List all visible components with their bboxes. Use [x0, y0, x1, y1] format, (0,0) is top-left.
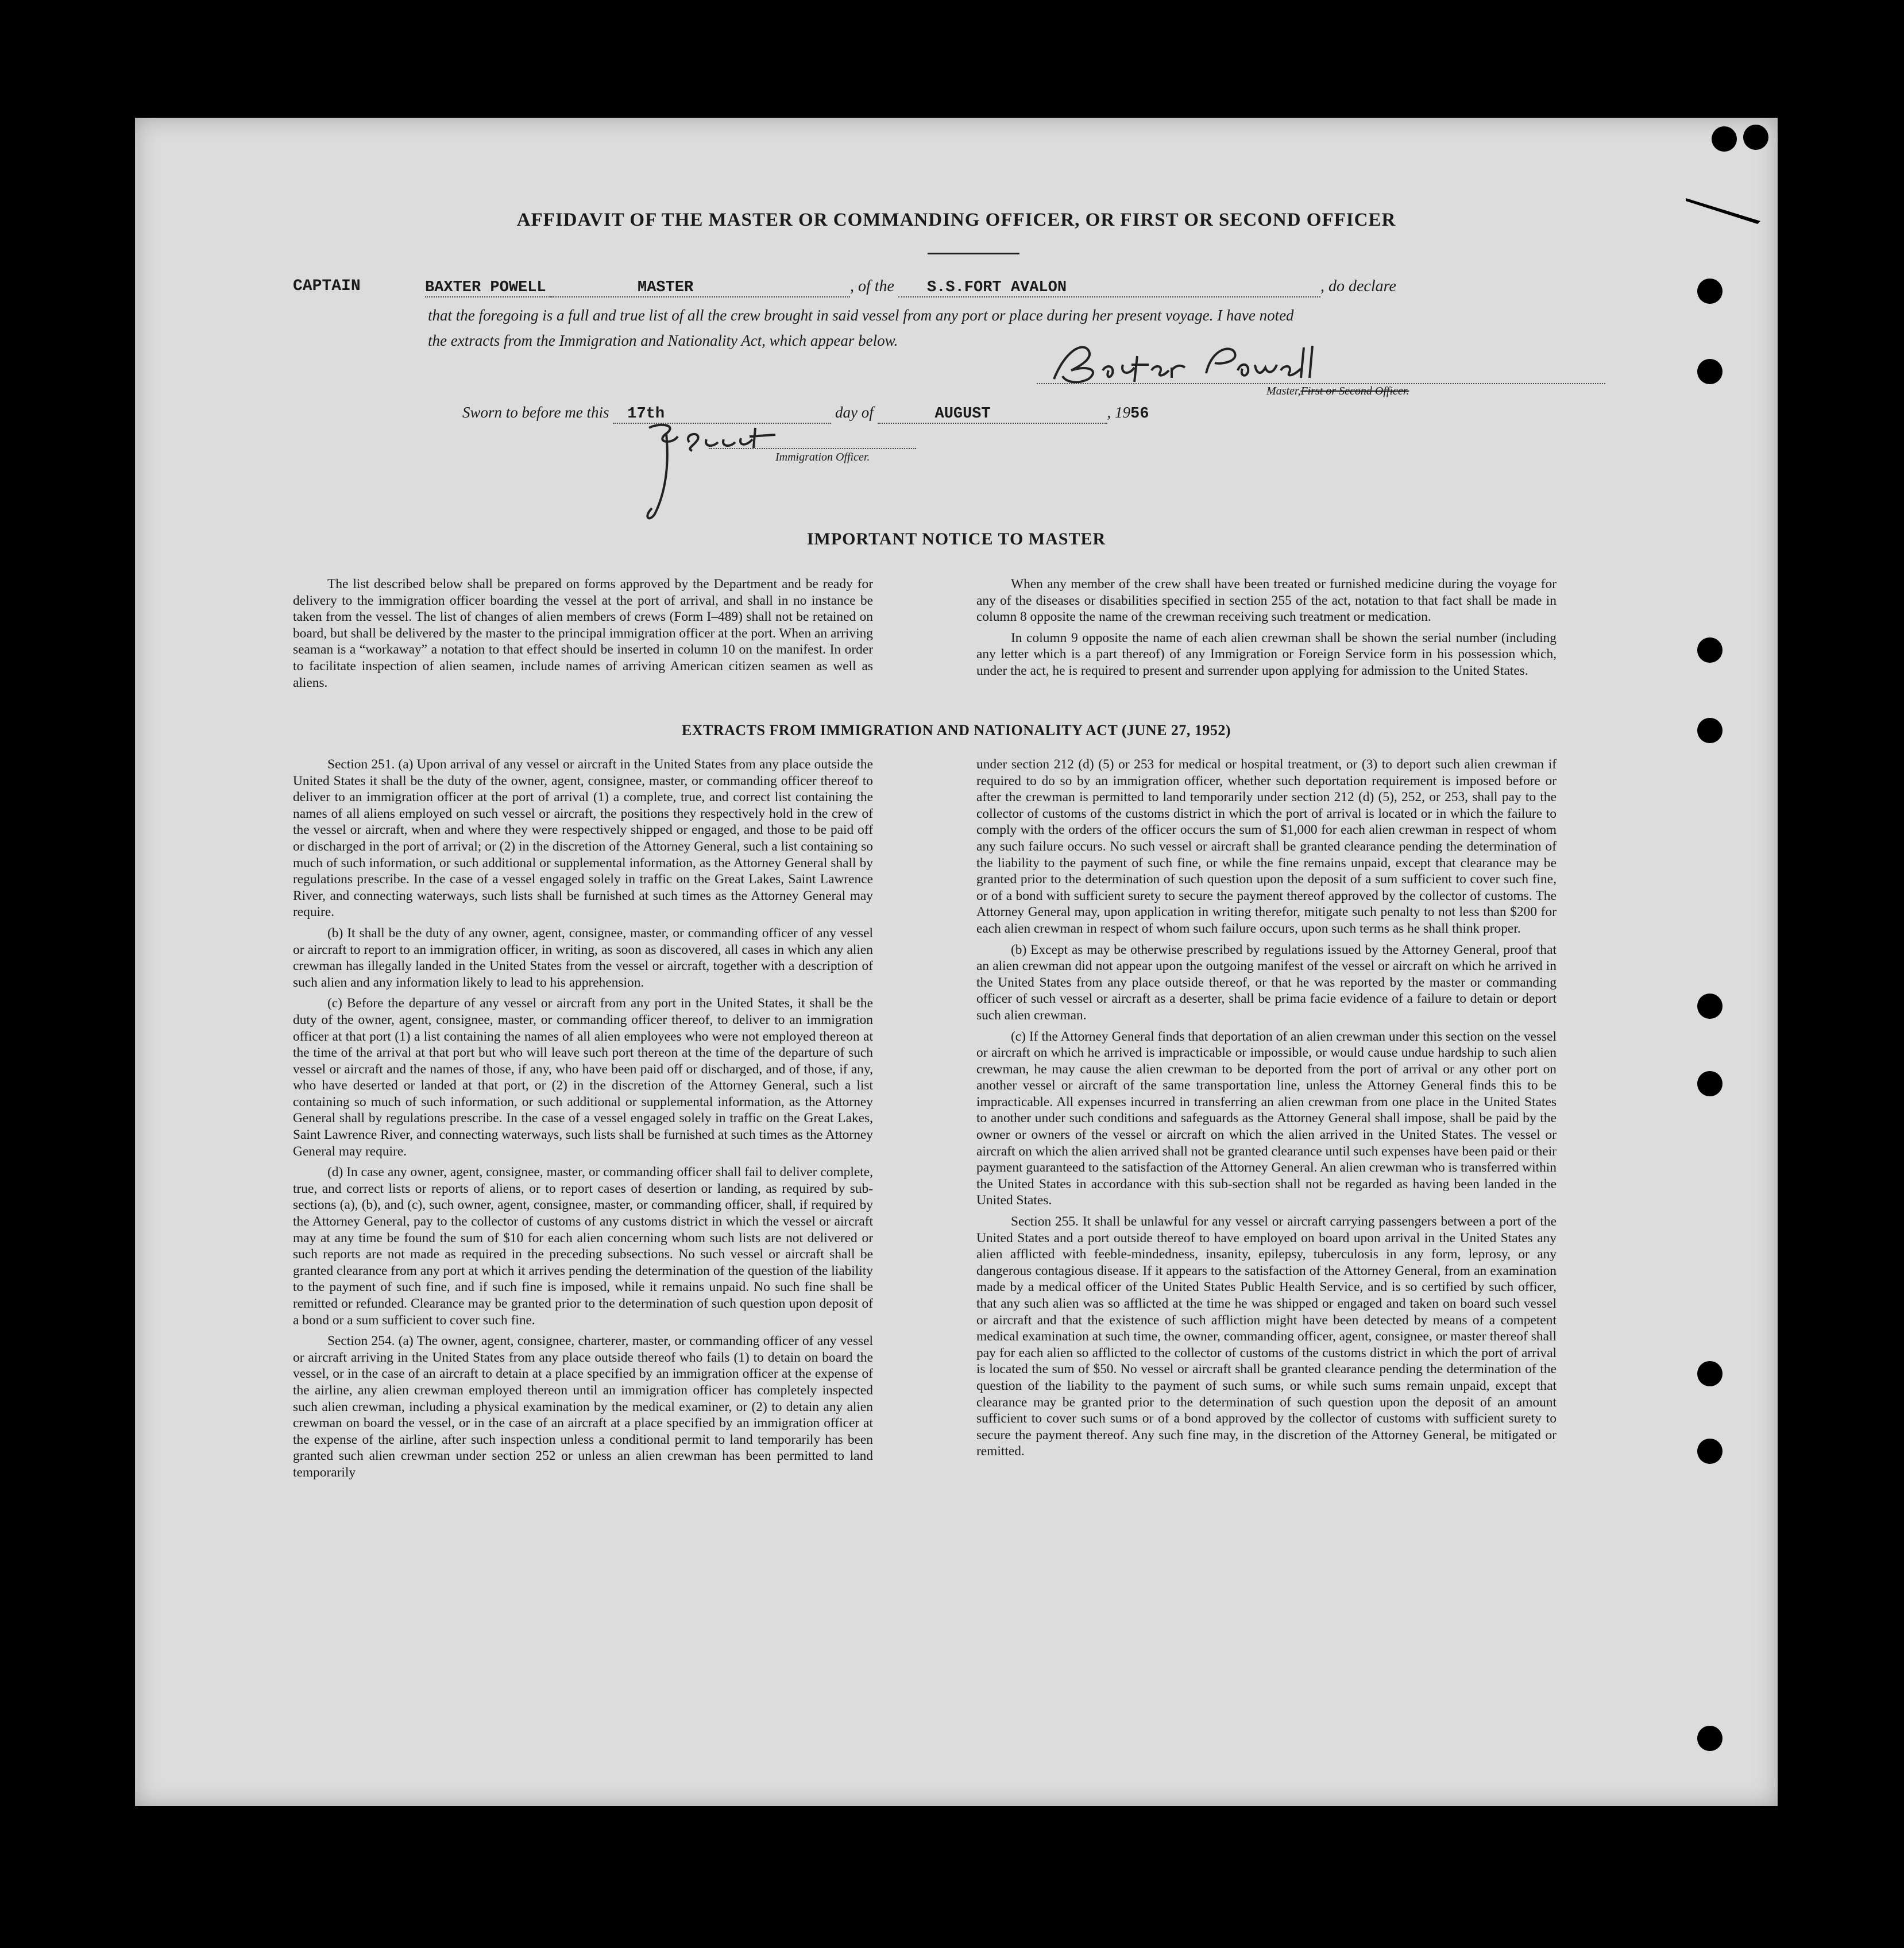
section-paragraph: Section 255. It shall be unlawful for any vessel or aircraft carrying passengers between a port of the United States and a port outside thereof to have employed on board upon arrival in the United States any alien afflicted with feeble-mindedness, insanity, epilepsy, tuberculosis in any form, leprosy, or any dangerous contagious disease. If it appears to the satisfaction of the Attorney General, from an examination made by a medical officer of the United States Public Health Service, and is so certified by such officer, that any such alien was so afflicted at the time he was shipped or engaged and taken on board such vessel or aircraft and that the existence of such affliction might have been detected by means of a competent medical examination at such time, the owner, commanding officer, agent, consignee, or master thereof shall pay for each alien so afflicted to the collector of customs of the customs district in which the port of arrival is located the sum of $50. No vessel or aircraft shall be granted clearance pending the determination of the question of the liability to the payment of such sums, or while such sums remain unpaid, except that clearance may be granted prior to the determination of such question upon the deposit of an amount sufficient to cover such sums or of a bond approved by the collector of customs with sufficient surety to secure the payment thereof. Any such fine may, in the discretion of the Attorney General, be mitigated or remitted.	[976, 1214, 1557, 1459]
notice-right-column	[976, 576, 1557, 679]
day-of-text: day of	[835, 404, 874, 421]
master-caption: Master,First or Second Officer.	[1266, 385, 1409, 397]
sworn-day-field: 17th	[613, 405, 831, 424]
sworn-year-field: 56	[1130, 405, 1149, 423]
notice-paragraph: The list described below shall be prepared on forms approved by the Department and be ready for delivery to the immigration officer boarding the vessel at the port of arrival, and shall in no instance be taken from the vessel. The list of changes of alien members of crews (Form I–489) shall not be retained on board, but shall be delivered by the master to the principal immigration officer at the port. When an arriving seaman is a “workaway” a notation to that effect should be inserted in column 10 on the manifest. In order to facilitate inspection of alien seamen, include names of arriving American citizen seamen as well as aliens.	[293, 577, 873, 690]
extracts-left-column	[293, 756, 873, 1481]
binder-hole	[1697, 1726, 1723, 1751]
extracts-title: EXTRACTS FROM IMMIGRATION AND NATIONALITY ACT (JUNE 27, 1952)	[681, 722, 1231, 739]
rank-typed: CAPTAIN	[293, 277, 361, 295]
declaration-text	[428, 303, 1646, 353]
master-position-field: MASTER	[551, 279, 850, 297]
section-paragraph: (b) Except as may be otherwise prescribed by regulations issued by the Attorney General, proof that an alien crewman did not appear upon the outgoing manifest of the vessel or aircraft on which he arrived in the United States from any place outside thereof, or that he was reported by the master or commanding officer of such vessel or aircraft as a deserter, shall be prima facie evidence of a failure to detain or deport such alien crewman.	[976, 942, 1557, 1023]
binder-hole	[1743, 125, 1768, 150]
notice-title: IMPORTANT NOTICE TO MASTER	[806, 529, 1106, 548]
binder-hole	[1697, 637, 1723, 663]
section-paragraph: under section 212 (d) (5) or 253 for medical or hospital treatment, or (3) to deport such alien crewman if required to do so by an immigration officer, whether such deportation requirement is imposed before or after the crewman is permitted to land temporarily under section 212 (d) (5), 252, or 253, shall pay to the collector of customs of the customs district in which the port of arrival is located or in which the failure to comply with the orders of the officer occurs the sum of $1,000 for each alien crewman in respect of whom any such failure occurs. No such vessel or aircraft shall be granted clearance pending the determination of the liability to the payment of such fine, or while the fine remains unpaid, except that clearance may be granted prior to the determination of such question upon the deposit of a sum sufficient to cover such fine, or of a bond with sufficient surety to secure the payment thereof approved by the collector of customs. The Attorney General may, upon application in writing therefor, mitigate such penalty to not less than $200 for each alien crewman in respect of whom such failure occurs, upon such terms as he shall think proper.	[976, 757, 1557, 936]
section-paragraph: (c) Before the departure of any vessel or aircraft from any port in the United States, it shall be the duty of the owner, agent, consignee, master, or commanding officer thereof, to deliver to an immigration officer at that port (1) a list containing the names of all alien employees who were not employed thereon at the time of the arrival at that port but who will leave such port thereon at the time of the departure of such vessel or aircraft and the names of those, if any, who have been paid off or discharged, and of those, if any, who have deserted or landed at that port, or (2) in the discretion of the Attorney General, such a list containing so much of such information, or such additional or supplemental information, as the Attorney General shall by regulations prescribe. In the case of a vessel engaged solely in traffic on the Great Lakes, Saint Lawrence River, and connecting waterways, such lists shall be furnished at such times as the Attorney General may require.	[293, 996, 873, 1159]
master-name-field: BAXTER POWELL	[425, 279, 551, 297]
declaration-line-2: the extracts from the Immigration and Nationality Act, which appear below.	[428, 332, 898, 349]
of-the-text: , of the	[850, 277, 894, 295]
notice-left-column	[293, 576, 873, 691]
notice-paragraph: When any member of the crew shall have been treated or furnished medicine during the voyage for any of the diseases or disabilities specified in section 255 of the act, notation to that fact shall be made in column 8 opposite the name of the crewman receiving such treatment or medication.	[976, 577, 1557, 625]
section-paragraph: (d) In case any owner, agent, consignee, master, or commanding officer shall fail to deliver complete, true, and correct lists or reports of aliens, or to report cases of desertion or landing, as required by sub-sections (a), (b), and (c), such owner, agent, consignee, master, or commanding officer, shall, if required by the Attorney General, pay to the collector of customs of any customs district in which the vessel or aircraft may at any time be found the sum of $10 for each alien concerning whom such lists are not delivered or such reports are not made as required in the preceding subsections. No such vessel or aircraft shall be granted clearance from any port at which it arrives pending the determination of the question of the liability to the payment of such fine, and if such fine is imposed, while it remains unpaid. No such fine shall be remitted or refunded. Clearance may be granted prior to the determination of such question upon deposit of a bond or a sum sufficient to cover such fine.	[293, 1165, 873, 1328]
affidavit-title: AFFIDAVIT OF THE MASTER OR COMMANDING OFFICER, OR FIRST OR SECOND OFFICER	[516, 210, 1396, 230]
declaration-line	[425, 277, 1585, 300]
binder-hole	[1697, 994, 1723, 1019]
vessel-name-field: S.S.FORT AVALON	[898, 279, 1320, 297]
do-declare-text: , do declare	[1320, 277, 1396, 295]
binder-hole	[1697, 1361, 1723, 1386]
year-prefix: , 19	[1107, 404, 1130, 421]
extracts-right-column	[976, 756, 1557, 1460]
binder-hole	[1712, 126, 1737, 152]
title-divider	[928, 253, 1019, 254]
binder-hole	[1697, 279, 1723, 304]
declaration-line-1: that the foregoing is a full and true list of all the crew brought in said vessel from any port or place during her present voyage. I have noted	[428, 307, 1294, 324]
binder-hole	[1697, 359, 1723, 384]
master-signature-line	[1037, 383, 1605, 384]
section-paragraph: (b) It shall be the duty of any owner, agent, consignee, master, or commanding officer of any vessel or aircraft to report to an immigration officer, in writing, as soon as discovered, all cases in which any alien crewman has illegally landed in the United States from the vessel or aircraft, together with a description of such alien and any information likely to lead to his apprehension.	[293, 925, 873, 990]
section-paragraph: Section 251. (a) Upon arrival of any vessel or aircraft in the United States from any place outside the United States it shall be the duty of the owner, agent, consignee, master, or commanding officer thereof to deliver to an immigration officer at the port of arrival (1) a complete, true, and correct list containing the names of all aliens employed on such vessel or aircraft, the positions they respectively hold in the crew of the vessel or aircraft, when and where they were respectively shipped or engaged, and those to be paid off or discharged in the port of arrival; or (2) in the discretion of the Attorney General, such a list containing so much of such information, or such additional or supplemental information, as the Attorney General shall by regulations prescribe. In the case of a vessel engaged solely in traffic on the Great Lakes, Saint Lawrence River, and connecting waterways, such lists shall be furnished at such times as the Attorney General may require.	[293, 757, 873, 920]
sworn-prefix: Sworn to before me this	[462, 404, 609, 421]
binder-hole	[1697, 1439, 1723, 1464]
section-paragraph: Section 254. (a) The owner, agent, consignee, charterer, master, or commanding officer of any vessel or aircraft arriving in the United States from any place outside thereof who fails (1) to detain on board the vessel, or in the case of an aircraft to detain at a place specified by an immigration officer at the expense of the airline, any alien crewman employed thereon until an immigration officer has completely inspected such alien crewman, including a physical examination by the medical examiner, or (2) to detain any alien crewman on board the vessel, or in the case of an aircraft at a place specified by an immigration officer at the expense of the airline, after such inspection unless a conditional permit to land temporarily has been granted such alien crewman under section 252 or unless an alien crewman has been permitted to land temporarily	[293, 1334, 873, 1480]
sworn-month-field: AUGUST	[878, 405, 1107, 424]
notice-paragraph: In column 9 opposite the name of each alien crewman shall be shown the serial number (including any letter which is a part thereof) of any Immigration or Foreign Service form in his possession which, under the act, he is required to present and surrender upon applying for admission to the United States.	[976, 630, 1557, 678]
immigration-officer-caption: Immigration Officer.	[775, 451, 870, 463]
document-sheet	[135, 118, 1778, 1806]
section-paragraph: (c) If the Attorney General finds that deportation of an alien crewman under this section on the vessel or aircraft on which he arrived is impracticable or impossible, or would cause undue hardship to such alien crewman, he may cause the alien crewman to be deported from the port of arrival or any other port on another vessel or aircraft of the same transportation line, unless the Attorney General finds this to be impracticable. All expenses incurred in transferring an alien crewman from one place in the United States to another under such conditions and safeguards as the Attorney General shall impose, shall be paid by the owner or owners of the vessel or aircraft on which the alien arrived in the United States. The vessel or aircraft on which the alien arrived shall not be granted clearance until such expenses have been paid or their payment guaranteed to the satisfaction of the Attorney General. An alien crewman who is transferred within the United States in accordance with this sub-section shall not be regarded as having been landed in the United States.	[976, 1029, 1557, 1208]
officer-signature-line	[709, 448, 916, 449]
binder-hole	[1697, 1071, 1723, 1096]
officer-signature	[626, 411, 810, 525]
